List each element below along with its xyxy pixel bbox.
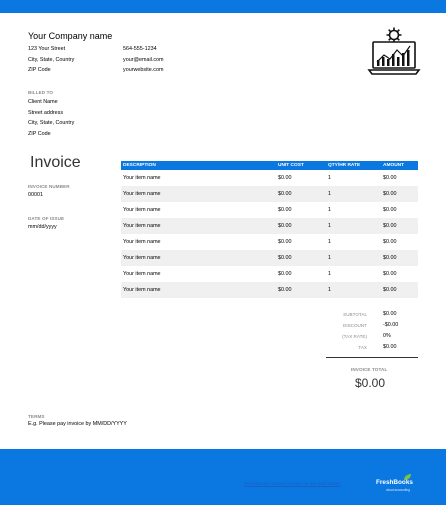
terms-text: E.g. Please pay invoice by MM/DD/YYYY — [28, 421, 127, 427]
address-line: ZIP Code — [28, 67, 51, 73]
item-description: Your item name — [121, 250, 276, 266]
table-row — [121, 186, 418, 202]
item-description: Your item name — [123, 207, 161, 213]
company-website: yourwebsite.com — [123, 67, 164, 73]
items-table — [121, 161, 418, 298]
discount-value: -$0.00 — [383, 322, 399, 328]
table-header-row — [121, 161, 418, 170]
item-qty: 1 — [326, 282, 381, 298]
column-header-description: DESCRIPTION — [121, 161, 276, 170]
item-qty: 1 — [326, 186, 381, 202]
invoice-number: 00001 — [28, 192, 43, 198]
date-of-issue-label: DATE OF ISSUE — [28, 216, 65, 221]
tax-label: TAX — [358, 345, 367, 350]
billed-to-block — [28, 97, 74, 139]
subtotal-label: SUBTOTAL — [343, 312, 367, 317]
item-qty: 1 — [328, 175, 331, 181]
tax-value: $0.00 — [383, 344, 397, 350]
item-unit-cost: $0.00 — [276, 250, 326, 266]
table-row — [121, 282, 418, 298]
item-amount: $0.00 — [381, 282, 418, 298]
tax-rate-value: 0% — [383, 333, 391, 339]
item-unit-cost: $0.00 — [276, 282, 326, 298]
item-amount: $0.00 — [383, 239, 397, 245]
company-email: your@email.com — [123, 56, 164, 63]
column-header-amount: AMOUNT — [381, 161, 418, 170]
column-header-unit-cost: UNIT COST — [276, 161, 326, 170]
invoice-total-value: $0.00 — [355, 376, 386, 390]
item-qty: 1 — [328, 239, 331, 245]
table-row — [121, 250, 418, 266]
table-row — [121, 170, 418, 186]
item-unit-cost: $0.00 — [278, 175, 292, 181]
client-zip: ZIP Code — [28, 130, 51, 137]
item-description: Your item name — [123, 239, 161, 245]
client-city: City, State, Country — [28, 120, 75, 126]
item-unit-cost: $0.00 — [276, 186, 326, 202]
item-qty: 1 — [328, 207, 331, 213]
client-street: Street address — [28, 109, 64, 116]
item-description: Your item name — [123, 175, 161, 181]
terms-label: TERMS — [28, 414, 45, 419]
item-unit-cost: $0.00 — [278, 207, 292, 213]
totals-divider — [326, 357, 418, 358]
item-unit-cost: $0.00 — [276, 218, 326, 234]
item-description: Your item name — [121, 186, 276, 202]
item-description: Your item name — [121, 218, 276, 234]
subtotal-value: $0.00 — [383, 311, 397, 317]
billed-to-label: BILLED TO — [28, 90, 54, 95]
discount-label: DISCOUNT — [343, 323, 367, 328]
item-unit-cost: $0.00 — [278, 271, 292, 277]
item-amount: $0.00 — [381, 186, 418, 202]
company-address — [28, 44, 74, 76]
freshbooks-logo[interactable]: FreshBooks — [376, 479, 413, 486]
client-name: Client Name — [28, 99, 58, 105]
invoice-number-label: INVOICE NUMBER — [28, 184, 70, 189]
item-amount: $0.00 — [381, 218, 418, 234]
item-qty: 1 — [326, 218, 381, 234]
item-qty: 1 — [328, 271, 331, 277]
company-phone: 564-555-1234 — [123, 46, 157, 52]
column-header-qty: QTY/HR RATE — [326, 161, 381, 170]
item-amount: $0.00 — [383, 207, 397, 213]
item-amount: $0.00 — [383, 175, 397, 181]
freshbooks-promo-link[interactable]: FreshBooks makes it easier to get paid faster — [244, 482, 341, 487]
table-row — [121, 202, 418, 218]
date-of-issue: mm/dd/yyyy — [28, 224, 57, 230]
address-line: 123 Your Street — [28, 46, 66, 52]
item-description: Your item name — [123, 271, 161, 277]
table-row — [121, 218, 418, 234]
item-amount: $0.00 — [381, 250, 418, 266]
company-contact — [123, 44, 164, 76]
freshbooks-tagline: cloud accounting — [386, 488, 410, 492]
invoice-total-label: INVOICE TOTAL — [351, 367, 388, 372]
item-unit-cost: $0.00 — [278, 239, 292, 245]
item-qty: 1 — [326, 250, 381, 266]
top-accent-bar — [0, 0, 446, 13]
item-amount: $0.00 — [383, 271, 397, 277]
table-row — [121, 266, 418, 282]
invoice-title: Invoice — [30, 154, 81, 171]
table-row — [121, 234, 418, 250]
footer-bar — [0, 449, 446, 505]
company-name: Your Company name — [28, 31, 113, 41]
item-description: Your item name — [121, 282, 276, 298]
laptop-chart-gear-icon — [367, 26, 421, 78]
address-line: City, State, Country — [28, 56, 75, 63]
tax-rate-label: (TAX RATE) — [342, 334, 367, 339]
